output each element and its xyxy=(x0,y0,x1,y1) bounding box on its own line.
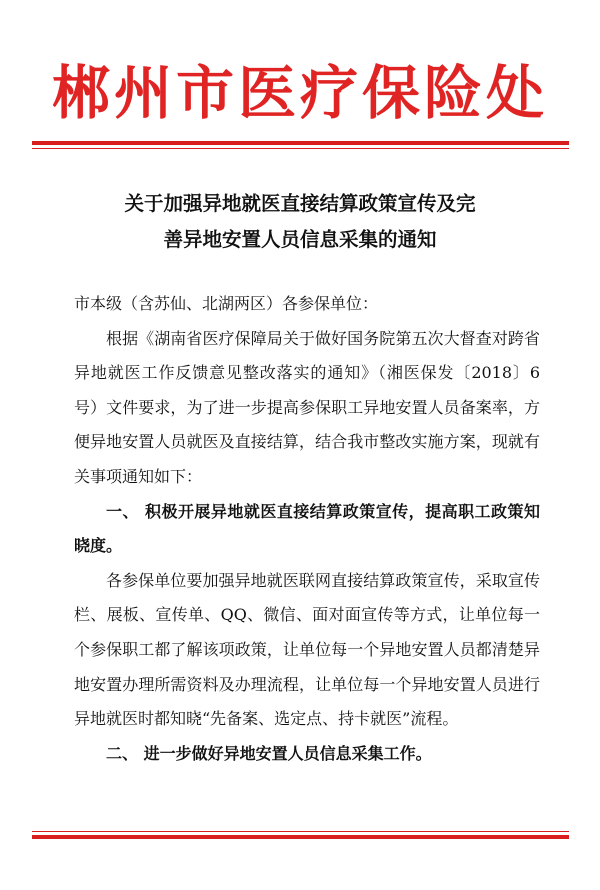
document-title-line-1: 关于加强异地就医直接结算政策宣传及完 xyxy=(124,192,476,215)
footer-rule-thin xyxy=(32,831,569,832)
section-2-heading: 二、 进一步做好异地安置人员信息采集工作。 xyxy=(106,743,432,763)
header-rule-thin xyxy=(32,148,569,149)
intro-paragraph: 根据《湖南省医疗保障局关于做好国务院第五次大督查对跨省异地就医工作反馈意见整改落实的通知》（湘医保发〔2018〕6 号）文件要求，为了进一步提高参保职工异地安置人员备案率，方便异地安置人员就医及直接结算，结合我市整改实施方案，现就有关事项通知如下： xyxy=(74,328,540,486)
document-body xyxy=(74,287,540,771)
section-1-text: 各参保单位要加强异地就医联网直接结算政策宣传，采取宣传栏、展板、宣传单、QQ、微信、面对面宣传等方式，让单位每一个参保职工都了解该项政策，让单位每一个异地安置人员都清楚异地安置办理所需资料及办理流程，让单位每一个异地安置人员进行异地就医时都知晓“先备案、选定点、持卡就医”流程。 xyxy=(74,570,540,729)
document-title xyxy=(30,186,570,258)
salutation: 市本级（含苏仙、北湖两区）各参保单位： xyxy=(74,294,379,313)
document-title-line-2: 善异地安置人员信息采集的通知 xyxy=(163,228,437,251)
header-rule-thick xyxy=(32,141,569,145)
section-1-heading: 一、 积极开展异地就医直接结算政策宣传，提高职工政策知晓度。 xyxy=(74,501,540,556)
masthead-org-name: 郴州市医疗保险处 xyxy=(51,59,548,127)
footer-rule-thick xyxy=(32,835,569,839)
